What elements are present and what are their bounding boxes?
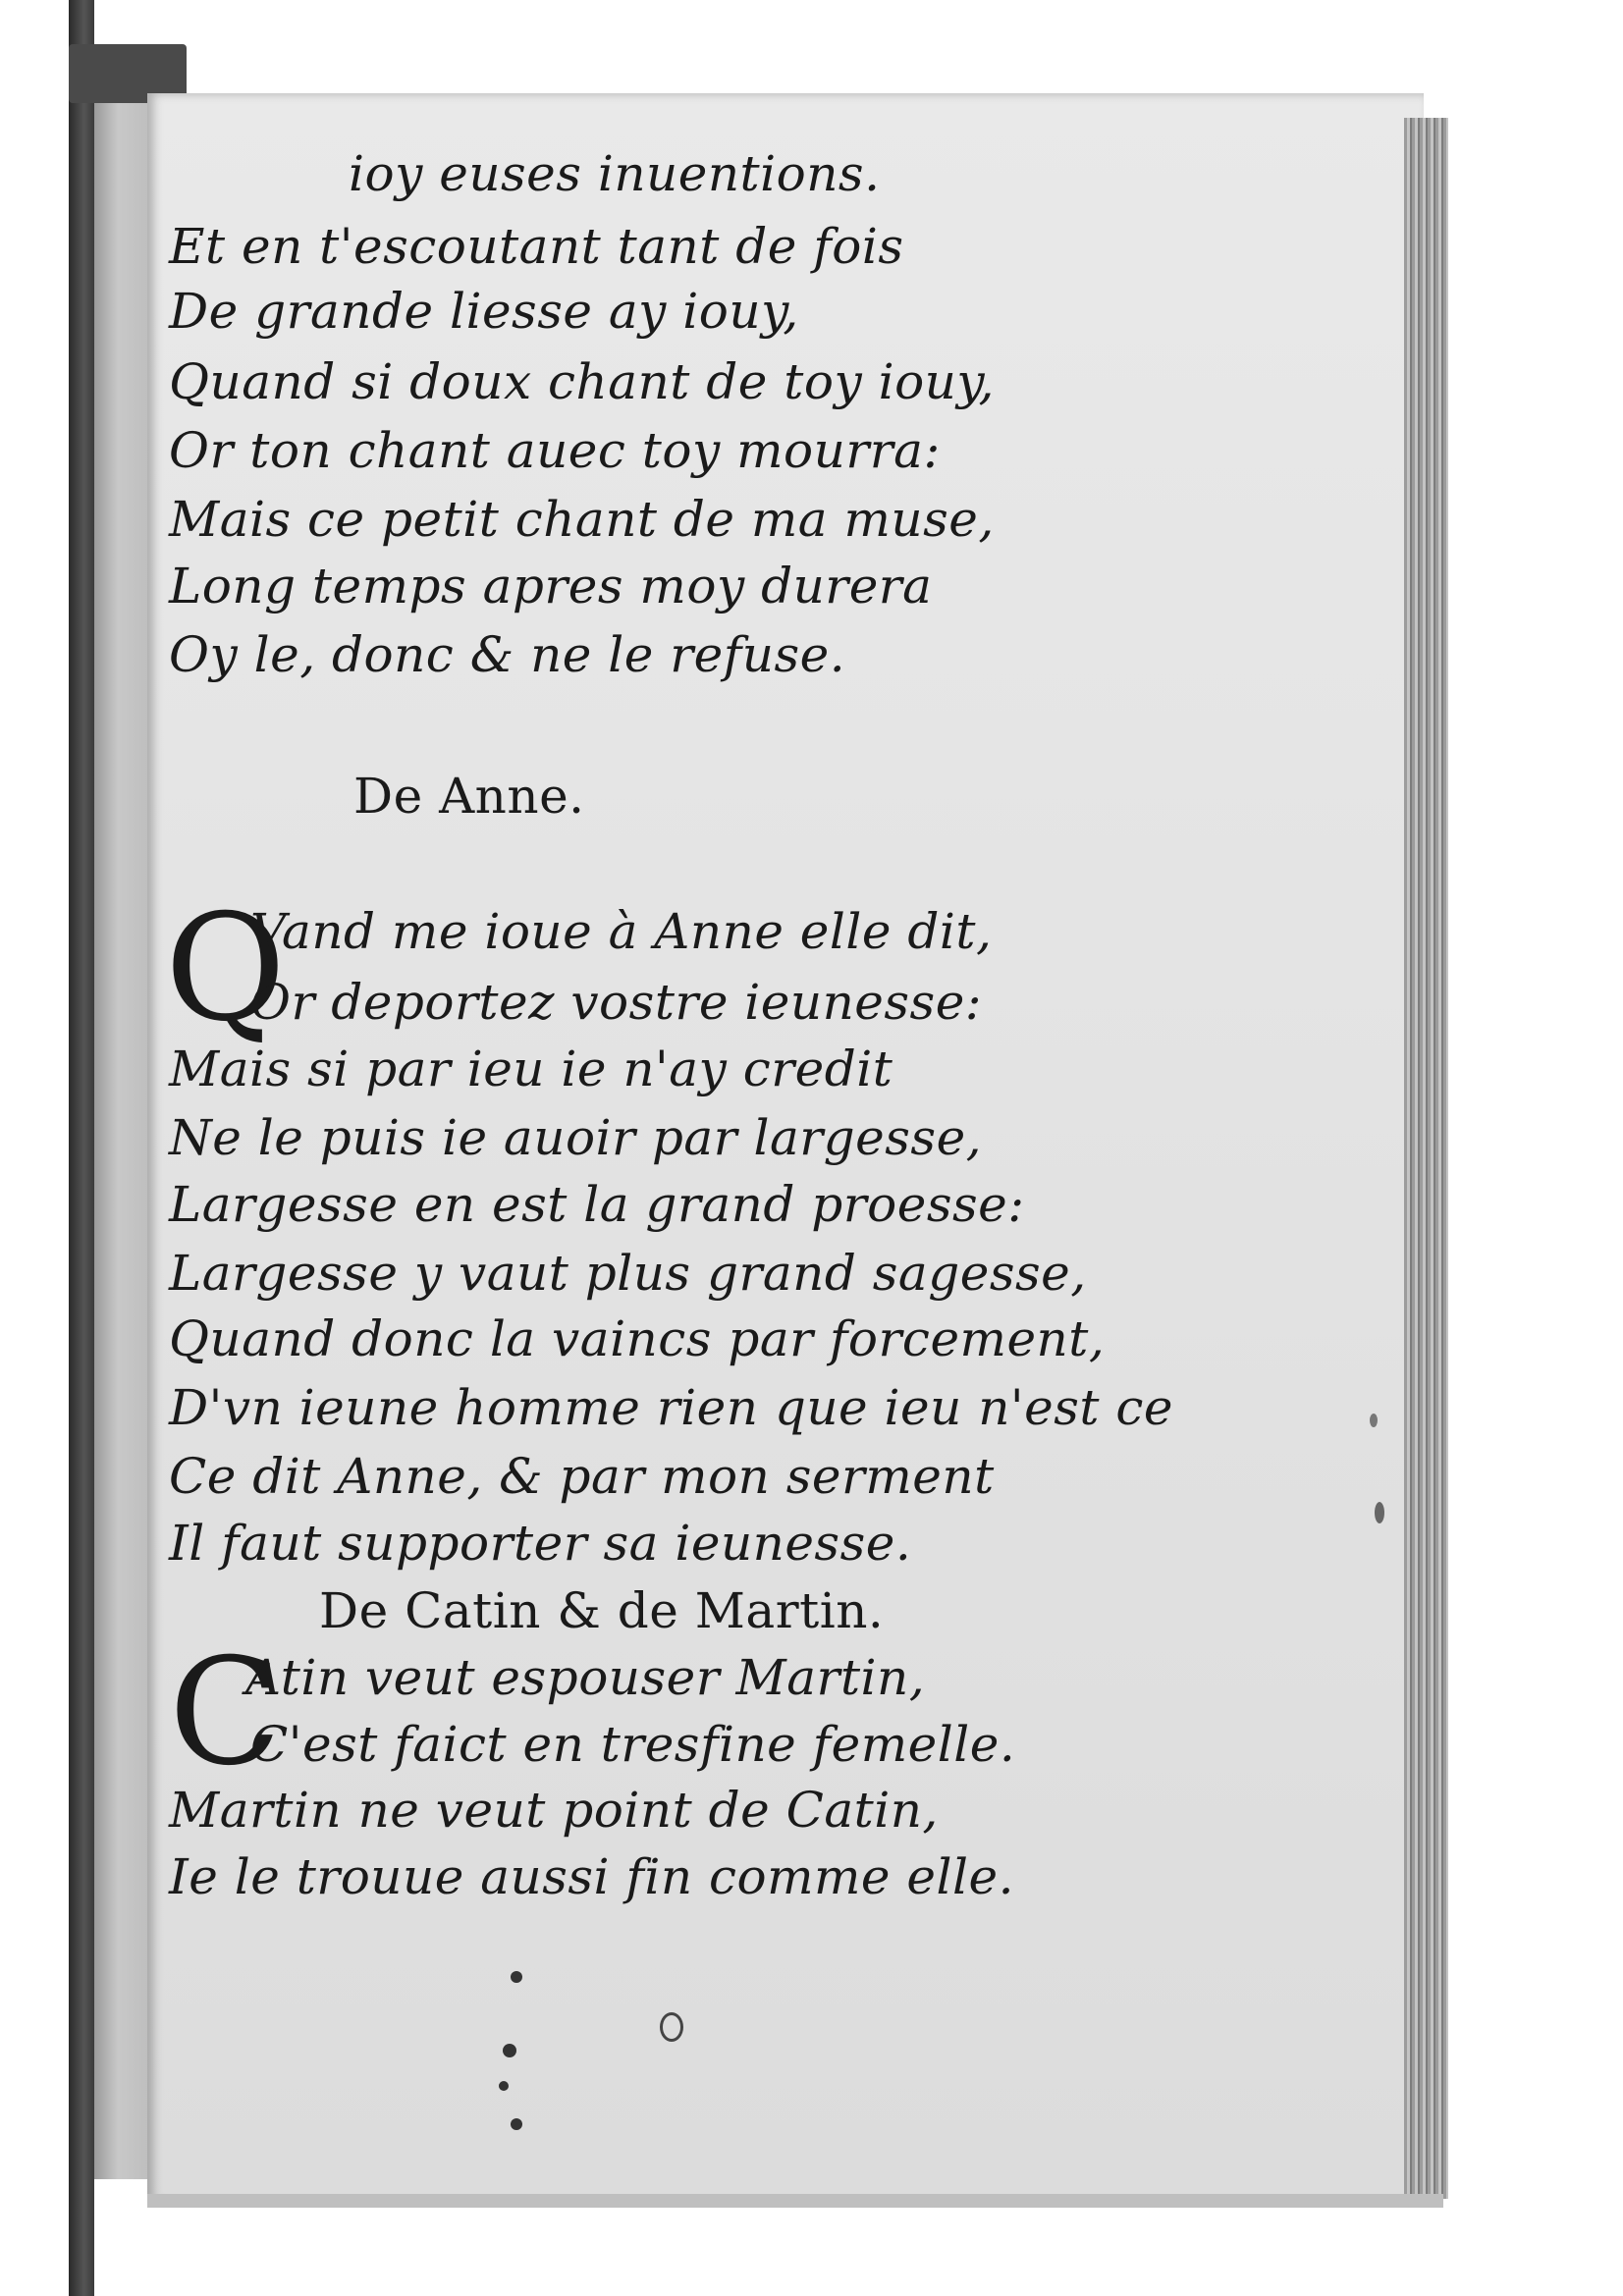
ink-speck (511, 2118, 522, 2130)
text-line: Or ton chant auec toy mourra: (169, 422, 941, 479)
drop-capital: C (169, 1628, 282, 1798)
drop-capital: Q (165, 883, 286, 1054)
text-line: Mais si par ieu ie n'ay credit (169, 1041, 893, 1097)
text-line: Martin ne veut point de Catin, (169, 1782, 939, 1839)
page-stack-edge (1404, 118, 1448, 2199)
book-binding (69, 0, 94, 2296)
ink-speck (1375, 1502, 1384, 1523)
text-line: De grande liesse ay iouy, (169, 283, 799, 340)
ink-speck (660, 2012, 683, 2042)
text-line: Ce dit Anne, & par mon serment (169, 1448, 995, 1505)
text-line: Et en t'escoutant tant de fois (169, 218, 904, 275)
text-line: Atin veut espouser Martin, (245, 1649, 926, 1706)
text-line: Quand si doux chant de toy iouy, (169, 353, 995, 410)
text-line: D'vn ieune homme rien que ieu n'est ce (169, 1379, 1173, 1436)
text-line: Largesse en est la grand proesse: (169, 1176, 1025, 1233)
text-line: Ie le trouue aussi fin comme elle. (169, 1848, 1014, 1905)
ink-speck (503, 2044, 516, 2057)
section-heading: De Catin & de Martin. (319, 1582, 885, 1639)
text-line: Or deportez vostre ieunesse: (250, 974, 983, 1031)
text-line: Oy le, donc & ne le refuse. (169, 626, 846, 683)
text-line: C'est faict en tresfine femelle. (250, 1716, 1016, 1773)
section-heading: De Anne. (353, 768, 585, 825)
text-line: ioy euses inuentions. (349, 145, 881, 202)
facing-page-edge (94, 59, 153, 2179)
ink-speck (499, 2081, 509, 2091)
text-line: Mais ce petit chant de ma muse, (169, 491, 995, 548)
page-bottom-edge (147, 2194, 1443, 2208)
text-line: Ne le puis ie auoir par largesse, (169, 1109, 983, 1166)
text-line: Quand donc la vaincs par forcement, (169, 1310, 1106, 1367)
text-line: Long temps apres moy durera (169, 558, 933, 614)
ink-speck (1370, 1414, 1378, 1427)
text-line: Vand me ioue à Anne elle dit, (250, 903, 993, 960)
ink-speck (511, 1971, 522, 1983)
text-line: Largesse y vaut plus grand sagesse, (169, 1245, 1087, 1302)
text-line: Il faut supporter sa ieunesse. (169, 1515, 912, 1572)
